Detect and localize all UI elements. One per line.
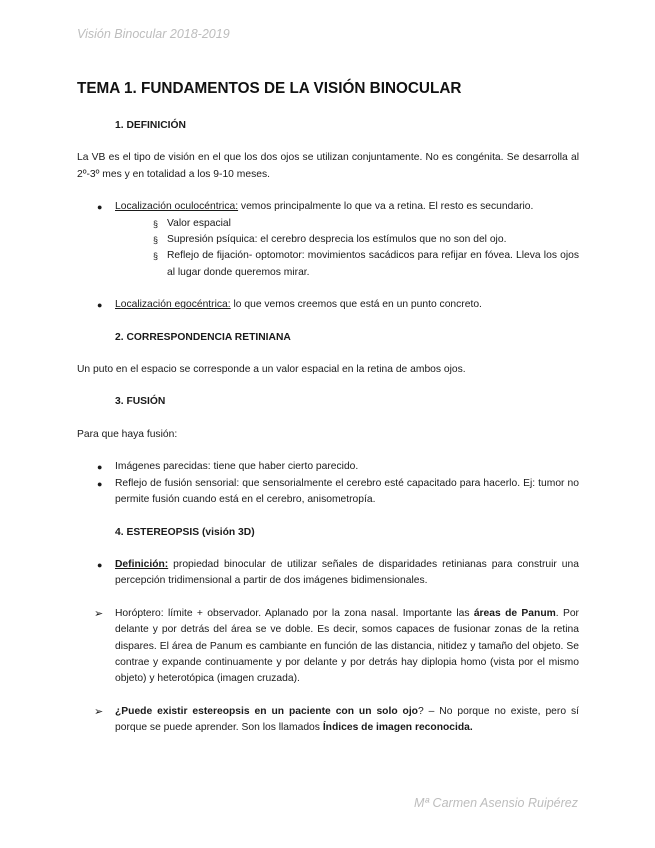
sub-list-item (77, 232, 579, 248)
list-item-text: Reflejo de fusión sensorial: que sensorialmente el cerebro esté capacitado para hacerlo. Ej: tumor no permite fusión cuando está en el cerebro, anisometropía. (115, 477, 579, 506)
term-definicion: Definición: (115, 558, 169, 570)
document-body (77, 79, 579, 737)
section-sign-icon: § (153, 218, 159, 229)
arrow-icon: ➢ (94, 607, 104, 620)
term-indices: Índices de imagen reconocida. (322, 722, 473, 734)
definicion-paragraph: La VB es el tipo de visión en el que los dos ojos se utilizan conjuntamente. No es congénita. Se desarrolla al 2º-3º mes y en totalidad a los 9-10 meses. (77, 152, 579, 180)
bullet-icon: ● (97, 559, 103, 570)
section-heading-definicion: 1. DEFINICIÓN (115, 120, 186, 131)
list-item (77, 297, 579, 313)
section-heading-correspondencia: 2. CORRESPONDENCIA RETINIANA (115, 331, 291, 343)
heading-bold: 4. ESTEREOPSIS (115, 526, 200, 538)
list-item-text: . Por delante y por detrás del área se ve doble. Es decir, somos capaces de fusionar zonas de la retina dispares. El área de Panum es cambiante en función de las distancia, nitidez y tamaño del objeto. Se contrae y expande continuamente y por delante y por detrás hay diplopia homo (vista por el mismo objeto) y heterotópica (imagen cruzada). (115, 607, 579, 685)
sub-list-item-text: Valor espacial (167, 217, 231, 229)
list-item-text: vemos principalmente lo que va a retina. El resto es secundario. (238, 201, 534, 213)
list-item-text: lo que vemos creemos que está en un punto concreto. (230, 299, 482, 311)
page-header: Visión Binocular 2018-2019 (77, 27, 230, 41)
section-sign-icon: § (153, 235, 159, 246)
list-item-text: ? – No porque no existe, pero sí porque se puede aprender. Son los llamados (115, 705, 579, 734)
sub-list-item-text: Reflejo de fijación- optomotor: movimientos sacádicos para refijar en fóvea. Lleva los ojos al lugar donde queremos mirar. (167, 250, 579, 278)
section-sign-icon: § (153, 251, 159, 262)
bullet-icon: ● (97, 462, 103, 473)
section-heading-fusion: 3. FUSIÓN (115, 396, 166, 408)
term-panum: áreas de Panum (473, 607, 556, 619)
bullet-icon: ● (97, 202, 103, 213)
fusion-paragraph: Para que haya fusión: (77, 428, 178, 440)
correspondencia-paragraph: Un puto en el espacio se corresponde a un valor espacial en la retina de ambos ojos. (77, 364, 466, 376)
list-item (77, 704, 579, 737)
list-item-text: Imágenes parecidas: tiene que haber cierto parecido. (115, 461, 359, 473)
list-item-text: Horóptero: límite + observador. Aplanado por la zona nasal. Importante las (115, 607, 474, 619)
list-item (77, 557, 579, 590)
page-title: TEMA 1. FUNDAMENTOS DE LA VISIÓN BINOCULAR (77, 80, 462, 97)
bullet-icon: ● (97, 478, 103, 489)
list-item (77, 606, 579, 688)
term-oculocentrica: Localización oculocéntrica: (115, 201, 239, 213)
sub-list-item-text: Supresión psíquica: el cerebro desprecia los estímulos que no son del ojo. (167, 234, 507, 246)
list-item (77, 459, 579, 475)
page-footer: Mª Carmen Asensio Ruipérez (414, 796, 578, 810)
term-egocentrica: Localización egocéntrica: (115, 299, 231, 311)
arrow-icon: ➢ (94, 705, 104, 718)
section-heading-estereopsis (115, 525, 579, 541)
sub-list-item (77, 216, 579, 232)
list-item (77, 476, 579, 509)
list-item (77, 199, 579, 215)
sub-list-item (77, 248, 579, 281)
question-text: ¿Puede existir estereopsis en un paciente con un solo ojo (115, 705, 418, 717)
heading-rest: (visión 3D) (199, 526, 255, 538)
list-item-text: propiedad binocular de utilizar señales de disparidades retinianas para construir una percepción tridimensional a partir de dos imágenes bidimensionales. (115, 558, 579, 587)
bullet-icon: ● (97, 300, 103, 311)
